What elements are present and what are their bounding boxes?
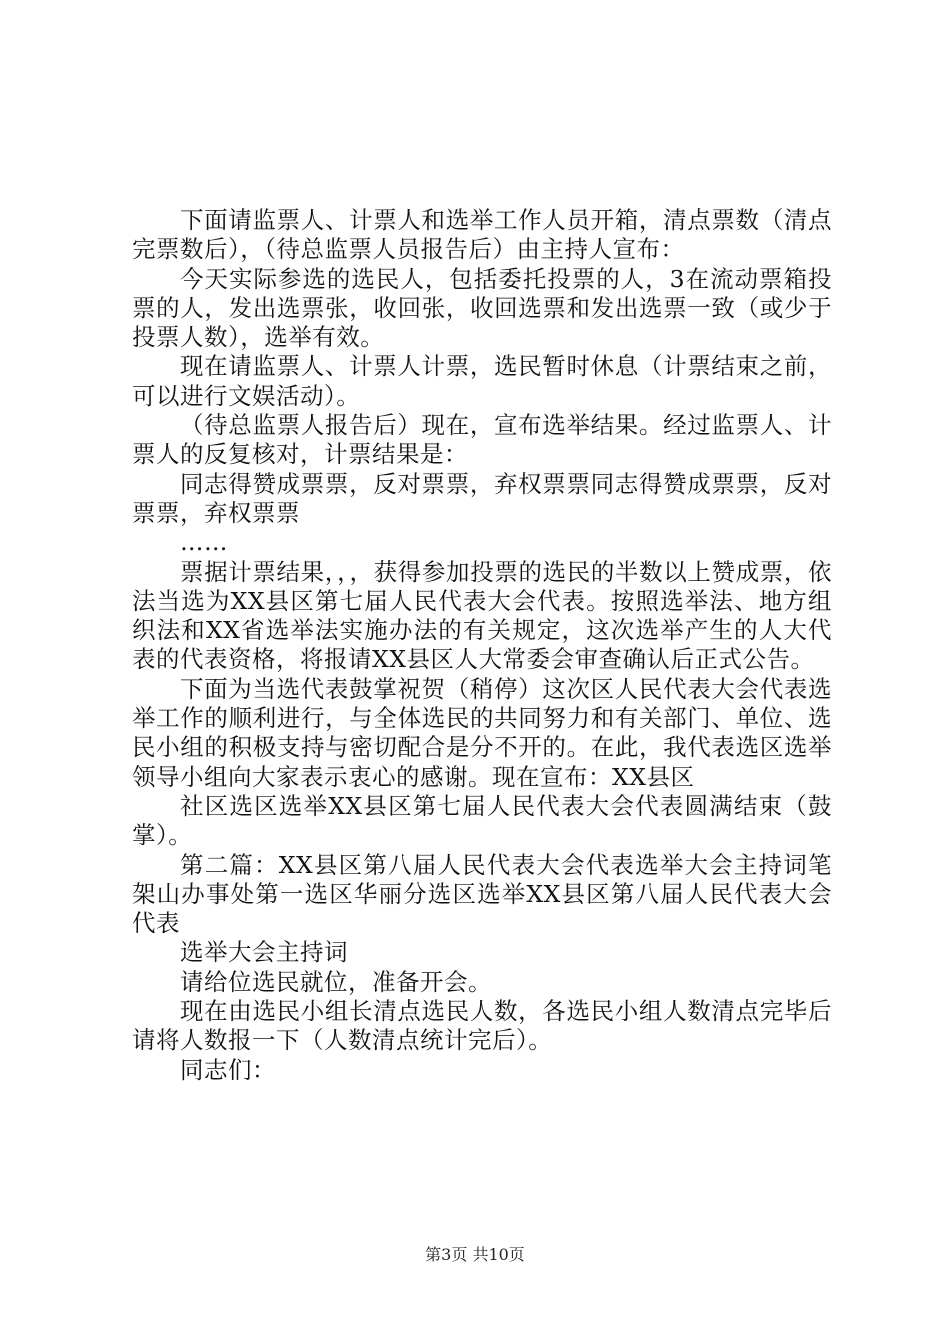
paragraph: 今天实际参选的选民人，包括委托投票的人，3在流动票箱投票的人，发出选票张，收回张，收回选票和发出选票一致（或少于投票人数），选举有效。: [132, 264, 832, 352]
paragraph: 下面请监票人、计票人和选举工作人员开箱，清点票数（清点完票数后），（待总监票人员报告后）由主持人宣布：: [132, 206, 832, 264]
paragraph: 下面为当选代表鼓掌祝贺（稍停）这次区人民代表大会代表选举工作的顺利进行，与全体选民的共同努力和有关部门、单位、选民小组的积极支持与密切配合是分不开的。在此，我代表选区选举领导小组向大家表示衷心的感谢。现在宣布：XX县区: [132, 674, 832, 791]
paragraph: （待总监票人报告后）现在，宣布选举结果。经过监票人、计票人的反复核对，计票结果是：: [132, 411, 832, 469]
paragraph: 选举大会主持词: [180, 938, 348, 967]
paragraph: 同志得赞成票票，反对票票，弃权票票同志得赞成票票，反对票票，弃权票票: [132, 469, 832, 527]
paragraph: 社区选区选举XX县区第七届人民代表大会代表圆满结束（鼓掌）。: [132, 791, 832, 850]
paragraph: 同志们：: [180, 1055, 276, 1084]
paragraph: 请给位选民就位，准备开会。: [180, 967, 492, 996]
paragraph: 现在请监票人、计票人计票，选民暂时休息（计票结束之前，可以进行文娱活动）。: [132, 352, 832, 410]
document-body: [132, 206, 832, 1085]
paragraph: 现在由选民小组长清点选民人数，各选民小组人数清点完毕后请将人数报一下（人数清点统计完后）。: [132, 997, 832, 1055]
page-footer: 第3页 共10页: [425, 1245, 525, 1264]
ellipsis-line: ……: [180, 528, 228, 557]
section-heading-paragraph: 第二篇：XX县区第八届人民代表大会代表选举大会主持词笔架山办事处第一选区华丽分选区选举XX县区第八届人民代表大会代表: [132, 850, 832, 938]
paragraph: 票据计票结果，，，获得参加投票的选民的半数以上赞成票，依法当选为XX县区第七届人民代表大会代表。按照选举法、地方组织法和XX省选举法实施办法的有关规定，这次选举产生的人大代表的代表资格，将报请XX县区人大常委会审查确认后正式公告。: [132, 557, 832, 674]
